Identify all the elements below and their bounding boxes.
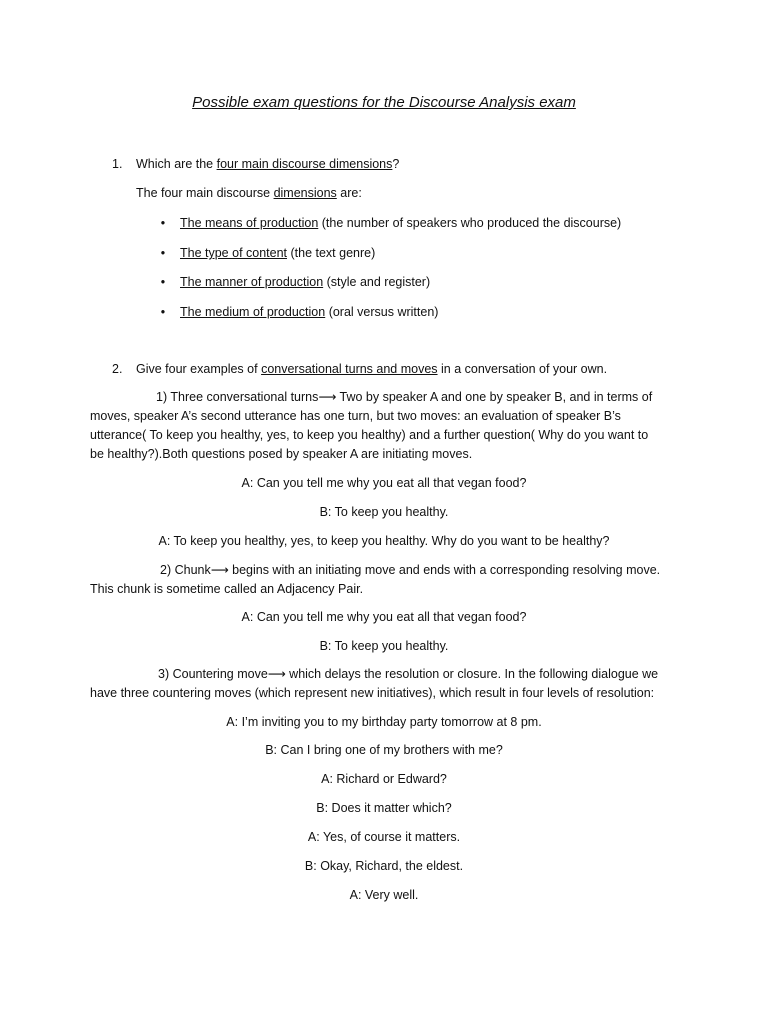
bullet-icon: • bbox=[160, 275, 166, 289]
bullet-icon: • bbox=[160, 216, 166, 230]
q1-answer-underlined: dimensions bbox=[273, 186, 337, 200]
q1-number: 1. bbox=[112, 157, 123, 171]
paragraph-line: have three countering moves (which represent new initiatives), which result in four levels of resolution: bbox=[90, 686, 655, 700]
q2-question-pre: Give four examples of bbox=[136, 362, 262, 376]
paragraph-line: This chunk is sometime called an Adjacency Pair. bbox=[90, 582, 364, 596]
bullet-term: The means of production bbox=[180, 216, 319, 230]
q1-question-post: ? bbox=[392, 157, 400, 171]
dialogue-line: B: Does it matter which? bbox=[316, 801, 452, 815]
bullet-term: The manner of production bbox=[180, 275, 324, 289]
page-title: Possible exam questions for the Discourse Analysis exam bbox=[192, 94, 576, 111]
list-item bbox=[180, 244, 375, 262]
bullet-icon: • bbox=[160, 305, 166, 319]
paragraph-line: utterance( To keep you healthy, yes, to keep you healthy) and a further question( Why do you want to bbox=[90, 428, 649, 442]
paragraph-line: 1) Three conversational turns⟶ Two by speaker A and one by speaker B, and in terms of bbox=[156, 390, 653, 404]
dialogue-line: A: Can you tell me why you eat all that vegan food? bbox=[241, 476, 527, 490]
dialogue-line: A: Yes, of course it matters. bbox=[307, 830, 461, 844]
bullet-icon: • bbox=[160, 246, 166, 260]
q1-question bbox=[136, 155, 399, 173]
bullet-desc: (the text genre) bbox=[287, 246, 376, 260]
q1-question-pre: Which are the bbox=[136, 157, 217, 171]
bullet-term: The type of content bbox=[180, 246, 288, 260]
dialogue-line: A: Richard or Edward? bbox=[321, 772, 447, 786]
dialogue-line: A: I’m inviting you to my birthday party tomorrow at 8 pm. bbox=[226, 715, 542, 729]
q2-question-post: in a conversation of your own. bbox=[437, 362, 608, 376]
q1-answer-intro bbox=[136, 184, 362, 202]
q2-number: 2. bbox=[112, 362, 123, 376]
dialogue-line: B: To keep you healthy. bbox=[319, 505, 449, 519]
dialogue-line: A: To keep you healthy, yes, to keep you healthy. Why do you want to be healthy? bbox=[158, 534, 610, 548]
paragraph-line: 3) Countering move⟶ which delays the resolution or closure. In the following dialogue we bbox=[158, 667, 659, 681]
bullet-desc: (oral versus written) bbox=[325, 305, 439, 319]
bullet-desc: (the number of speakers who produced the discourse) bbox=[318, 216, 622, 230]
bullet-term: The medium of production bbox=[180, 305, 326, 319]
list-item bbox=[180, 214, 621, 232]
q1-answer-post: are: bbox=[336, 186, 362, 200]
q2-question-underlined: conversational turns and moves bbox=[261, 362, 438, 376]
dialogue-line: B: Okay, Richard, the eldest. bbox=[304, 859, 464, 873]
paragraph-line: be healthy?).Both questions posed by speaker A are initiating moves. bbox=[90, 447, 473, 461]
paragraph-line: moves, speaker A’s second utterance has one turn, but two moves: an evaluation of speaker B’s bbox=[90, 409, 621, 423]
dialogue-line: A: Very well. bbox=[349, 888, 419, 902]
q1-answer-pre: The four main discourse bbox=[136, 186, 274, 200]
paragraph-line: 2) Chunk⟶ begins with an initiating move and ends with a corresponding resolving move. bbox=[160, 563, 661, 577]
dialogue-line: B: Can I bring one of my brothers with me? bbox=[265, 743, 503, 757]
list-item bbox=[180, 273, 430, 291]
q2-question bbox=[136, 360, 607, 378]
q1-question-underlined: four main discourse dimensions bbox=[216, 157, 393, 171]
list-item bbox=[180, 303, 438, 321]
dialogue-line: B: To keep you healthy. bbox=[319, 639, 449, 653]
bullet-desc: (style and register) bbox=[323, 275, 431, 289]
dialogue-line: A: Can you tell me why you eat all that vegan food? bbox=[241, 610, 527, 624]
